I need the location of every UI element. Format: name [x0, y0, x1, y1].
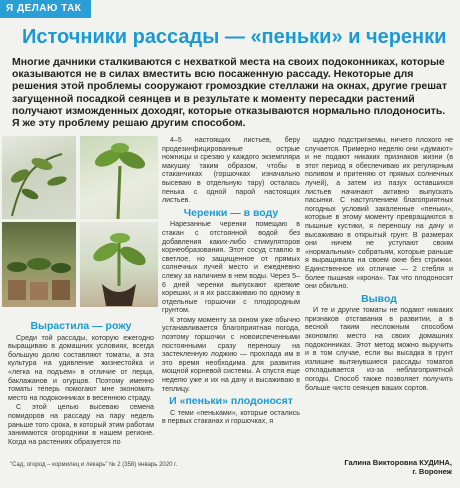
paragraph: 4–5 настоящих листьев, беру продезинфицированные острые ножницы и срезаю у каждого экземпляра макушку таким образом, чтобы в стаканчиках (горшочках изначально высеваю в отдельную тару) осталась пенька с одной парой настоящих листьев.	[162, 136, 300, 205]
article-lead: Многие дачники сталкиваются с нехваткой места на своих подоконниках, которые оказываются не в силах вместить всю посаженную рассаду. Некоторые для решения этой проблемы сооружают громоздкие стеллажи на окнах, другие грешат загущенной посадкой сеянцев и в результате к моменту пересадки растений получают изможденных доходяг, которые отказываются нормально плодоносить. Я же эту проблему решаю другим способом.	[12, 56, 447, 130]
paragraph: С этой целью высеваю семена помидоров на рассаду на пару недель раньше того срока, в который этим работам занимаются огородники в нашем регионе. Когда на растениях образуется по	[8, 403, 154, 446]
photo-seedlings-window	[2, 136, 76, 219]
author-name: Галина Викторовна КУДИНА,	[344, 458, 452, 467]
paragraph: щадно подстригаемы, ничего плохого не случается. Примерно неделю они «думают» и не подают никаких признаков жизни (в этот период я обеспечиваю их регулярным поливом и притеняю от прямых солнечных лучей), а затем из пазух оставшихся листьев начинают активно выпускать пасынки. С наступлением благоприятных погодных условий закаленные «пеньки», которые в этому моменту превращаются в пышные кустики, я переношу на дачу и высаживаю в открытый грунт. В размерах они ничем не уступают своим «нормальным» собратьям, которые раньше я выращивала на своем окне без стрижки. Единственное их отличие — 2 стебля и более пышная «крона». Так что плодоносят они обильно.	[305, 136, 453, 291]
photo-seedling-pots	[2, 222, 76, 307]
article-column-2	[162, 136, 300, 427]
paragraph: Нарезанные черенки помещаю в стакан с отстоянной водой без добавления каких-либо стимуляторов корнеобразования. Этот сосуд ставлю в светлое, но защищенное от прямых солнечных лучей место и ежедневно слежу за наличием в нем воды. Через 5–6 дней черенки выпускают крепкие корешки, и я их рассаживаю по одному в отдельные горшочки с плодородным грунтом.	[162, 220, 300, 315]
paragraph: К этому моменту за окном уже обычно устанавливается благоприятная погода, поэтому горшочки с новоиспеченными постоянными сразу переношу на застекленную лоджию — прохлада им в это время необходима для развития мощной корневой системы. А спустя еще неделю уже и их на дачу и высаживаю в теплицу.	[162, 315, 300, 393]
paragraph: И те и другие томаты не подают никаких признаков отставания в развитии, а в весной таким несложным способом экономлю место на своих домашних подоконниках. Этот метод можно выручить и в том случае, если вы высадка в грунт излишне вытянувшиеся рассады томатов откладывается из-за неблагоприятной погоды. Способ также позволяет получить больше чисто сеянцев ваших сортов.	[305, 306, 453, 392]
article-title: Источники рассады — «пеньки» и черенки	[22, 26, 447, 48]
photo-tomato-in-pot	[80, 222, 158, 307]
paragraph: С теми «пеньками», которые остались в первых стаканах и горшочках, я	[162, 408, 300, 426]
article-column-1	[8, 318, 154, 447]
subheading-conclusion: Вывод	[361, 292, 397, 305]
subheading-stumps: И «пеньки» плодоносят	[169, 395, 293, 408]
author-city: г. Воронеж	[412, 467, 452, 476]
subheading-cuttings: Черенки — в воду	[183, 206, 279, 219]
author-signature	[344, 458, 452, 476]
section-tab: Я ДЕЛАЮ ТАК	[0, 0, 91, 18]
magazine-footer: "Сад, огород – кормилец и лекарь" № 2 (358) январь 2020 г.	[10, 462, 178, 468]
subheading-grown: Вырастила — рожу	[30, 320, 132, 332]
photo-collage	[2, 136, 158, 307]
paragraph: Среди той рассады, которую ежегодно выращиваю в домашних условиях, всегда большую долю составляют томаты, а эта культура на удивление жизнестойка и «легка на подъем» в отличие от перца, баклажанов и огурцов. Поэтому именно томаты теперь помогают мне экономить место на подоконниках в весеннюю страду.	[8, 333, 154, 402]
article-column-3	[305, 136, 453, 393]
photo-tomato-sprout	[80, 136, 158, 219]
